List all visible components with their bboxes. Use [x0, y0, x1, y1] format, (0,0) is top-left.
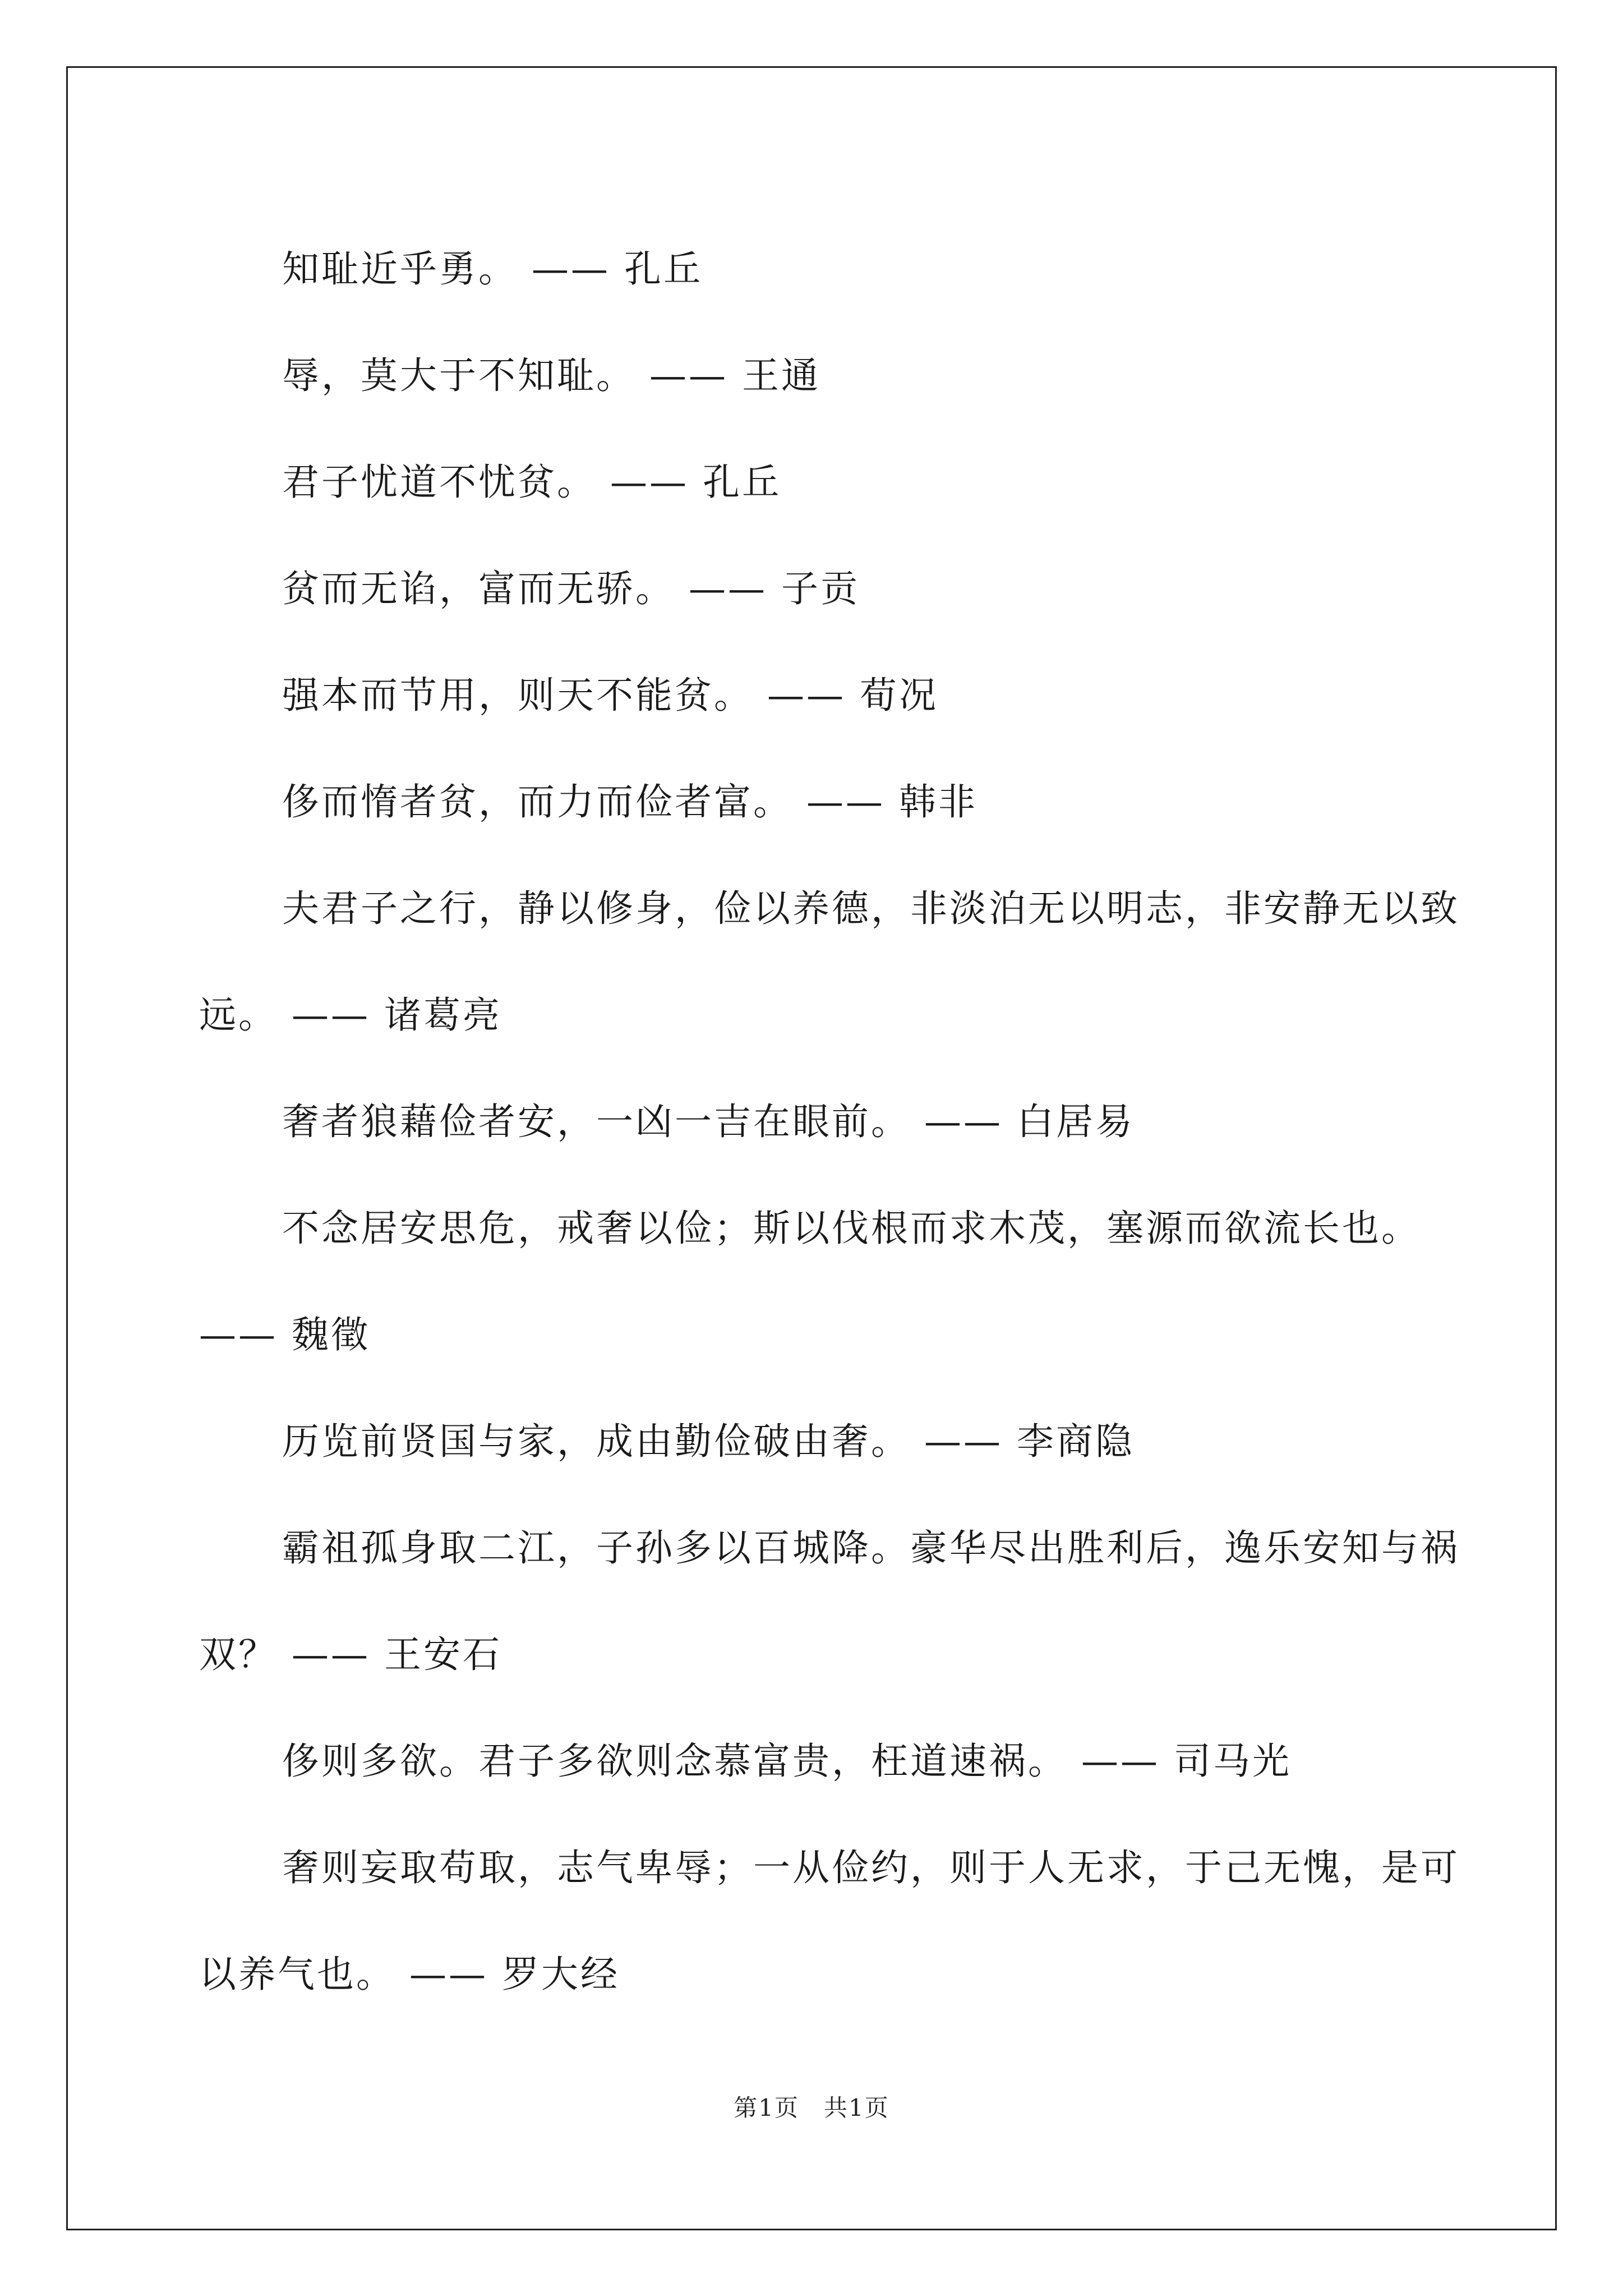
quote-paragraph: 奢者狼藉俭者安，一凶一吉在眼前。 —— 白居易: [282, 1100, 1135, 1143]
quote-paragraph: 霸祖孤身取二江，子孙多以百城降。豪华尽出胜利后，逸乐安知与祸双？ —— 王安石: [199, 1526, 1460, 1676]
quote-paragraph: 奢则妄取苟取，志气卑辱；一从俭约，则于人无求，于己无愧，是可以养气也。 —— 罗大经: [199, 1846, 1460, 1996]
quote-paragraph: 强本而节用，则天不能贫。 —— 荀况: [282, 674, 938, 717]
quote-paragraph: 侈则多欲。君子多欲则念慕富贵，枉道速祸。 —— 司马光: [282, 1740, 1292, 1783]
page-number-footer: 第1页 共1页: [734, 2094, 889, 2122]
quote-paragraph: 侈而惰者贫，而力而俭者富。 —— 韩非: [282, 780, 978, 823]
document-body: [199, 216, 1461, 2028]
quote-paragraph: 辱，莫大于不知耻。 —— 王通: [282, 354, 820, 397]
quote-paragraph: 历览前贤国与家，成由勤俭破由奢。 —— 李商隐: [282, 1420, 1135, 1463]
quote-paragraph: 夫君子之行，静以修身，俭以养德，非淡泊无以明志，非安静无以致远。 —— 诸葛亮: [199, 887, 1460, 1037]
quote-paragraph: 知耻近乎勇。 —— 孔丘: [282, 247, 703, 291]
quote-paragraph: 君子忧道不忧贫。 —— 孔丘: [282, 461, 781, 504]
quote-paragraph: 不念居安思危，戒奢以俭；斯以伐根而求木茂，塞源而欲流长也。—— 魏徵: [199, 1207, 1421, 1356]
quote-paragraph: 贫而无谄，富而无骄。 —— 子贡: [282, 567, 860, 610]
